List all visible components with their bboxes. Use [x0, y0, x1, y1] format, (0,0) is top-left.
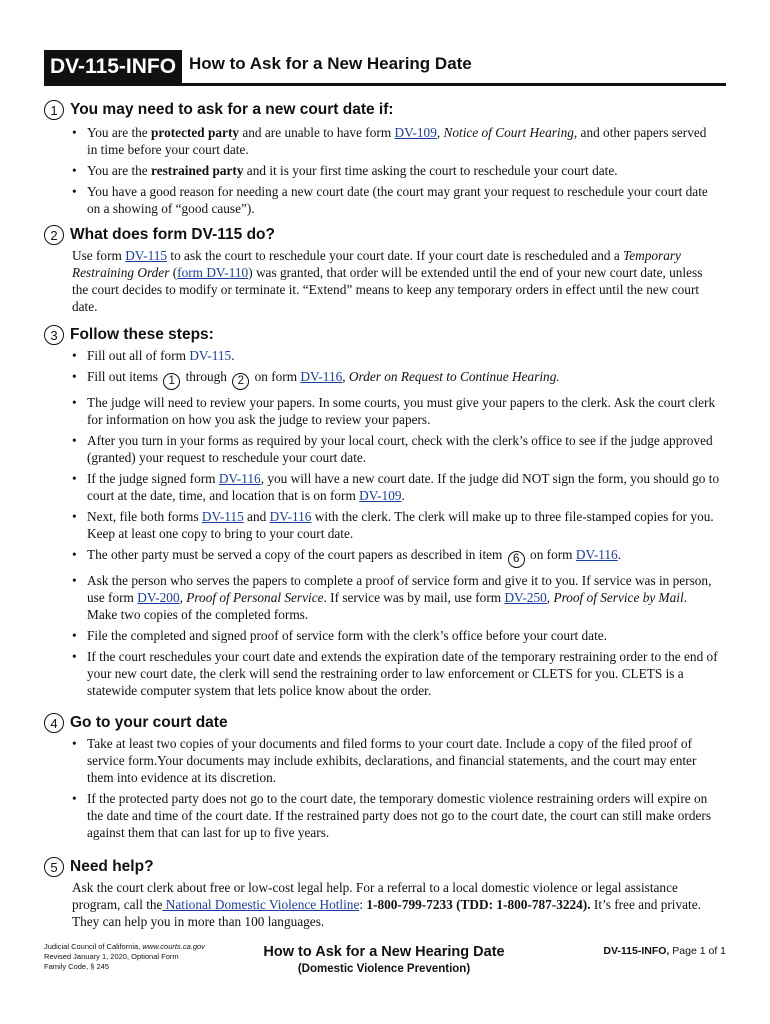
section-4: [44, 712, 720, 845]
list-item: • Next, file both forms DV-115 and DV-116 with the clerk. The clerk will make up to three file-stamped copies for you. Keep at least one copy to bring to your court date.: [72, 508, 720, 542]
list-item: • You are the protected party and are unable to have form DV-109, Notice of Court Hearing, and other papers served in time before your court date.: [72, 124, 720, 158]
section-1: [44, 99, 720, 221]
section-5-text: Ask the court clerk about free or low-cost legal help. For a referral to a local domestic violence or legal assistance program, call the National Domestic Violence Hotline: 1-800-799-7233 (TDD: 1-800-787-3224). It’s free and private. They can help you in more than 100 languages.: [72, 880, 701, 929]
section-2-heading: [44, 224, 720, 246]
section-3: [44, 324, 720, 703]
list-item: • The judge will need to review your papers. In some courts, you must give your papers to the clerk. Ask the court clerk for information on how you ask the judge to review your papers.: [72, 394, 720, 428]
section-3-title: Follow these steps:: [70, 326, 214, 343]
footer-citation: Judicial Council of California, www.courts.ca.gov Revised January 1, 2020, Optional Form Family Code, § 245: [44, 942, 205, 971]
dv-109-link[interactable]: DV-109: [359, 488, 402, 503]
section-number-4: 4: [44, 713, 64, 733]
dv-115-link[interactable]: DV-115: [201, 509, 244, 524]
dv-110-link[interactable]: form DV-110: [177, 265, 249, 280]
dv-116-link[interactable]: DV-116: [218, 471, 261, 486]
dv-200-link[interactable]: DV-200: [137, 590, 180, 605]
list-item: • You are the restrained party and it is your first time asking the court to reschedule your court date.: [72, 162, 720, 179]
list-item: • You have a good reason for needing a new court date (the court may grant your request to reschedule your court date on a showing of “good cause”).: [72, 183, 720, 217]
page-title: How to Ask for a New Hearing Date: [189, 54, 472, 73]
list-item: • Fill out items 1 through 2 on form DV-116, Order on Request to Continue Hearing.: [72, 368, 720, 390]
item-number-6: 6: [508, 551, 525, 568]
section-1-heading: [44, 99, 720, 121]
section-4-heading: [44, 712, 720, 734]
dv-116-link[interactable]: DV-116: [269, 509, 312, 524]
dv-115-link[interactable]: DV-115: [125, 248, 168, 263]
section-5: [44, 856, 720, 930]
section-2: [44, 224, 720, 315]
item-number-2: 2: [232, 373, 249, 390]
list-item: • If the court reschedules your court date and extends the expiration date of the temporary restraining order to the end of your new court date, the clerk will send the restraining order to law enforcement or CLETS for you. CLETS is a statewide computer system that lets police know about the order.: [72, 648, 720, 699]
section-2-text: Use form DV-115 to ask the court to reschedule your court date. If your court date is rescheduled and a Temporary Restraining Order (form DV-110) was granted, that order will be extended until the end of your new court date, unless the court decides to modify or terminate it. “Extend” means to keep any temporary orders in effect until the new court date.: [72, 248, 703, 314]
section-5-title: Need help?: [70, 858, 154, 875]
courts-website: www.courts.ca.gov: [142, 942, 205, 951]
page-footer: [44, 942, 726, 982]
dv-250-link[interactable]: DV-250: [504, 590, 547, 605]
section-4-list: [72, 735, 720, 841]
section-1-title: You may need to ask for a new court date if:: [70, 101, 394, 118]
dv-116-link[interactable]: DV-116: [575, 547, 618, 562]
item-number-1: 1: [163, 373, 180, 390]
list-item: • After you turn in your forms as required by your local court, check with the clerk’s office to see if the judge approved (granted) your request to reschedule your court date.: [72, 432, 720, 466]
footer-title: How to Ask for a New Hearing Date (Domestic Violence Prevention): [263, 944, 505, 975]
section-3-list: [72, 347, 720, 699]
section-3-heading: [44, 324, 720, 346]
form-id-badge: DV-115-INFO: [44, 50, 182, 83]
section-number-2: 2: [44, 225, 64, 245]
list-item: • The other party must be served a copy of the court papers as described in item 6 on form DV-116.: [72, 546, 720, 568]
section-number-1: 1: [44, 100, 64, 120]
section-5-heading: [44, 856, 720, 878]
list-item: • Take at least two copies of your documents and filed forms to your court date. Include a copy of the filed proof of service form.Your documents may include exhibits, declarations, and financial statements, and the court may enter them into evidence at its discretion.: [72, 735, 720, 786]
list-item: • Ask the person who serves the papers to complete a proof of service form and give it to you. If service was in person, use form DV-200, Proof of Personal Service. If service was by mail, use form DV-250, Proof of Service by Mail. Make two copies of the completed forms.: [72, 572, 720, 623]
list-item: • File the completed and signed proof of service form with the clerk’s office before your court date.: [72, 627, 720, 644]
section-1-list: [72, 124, 720, 217]
header-rule: [44, 83, 726, 86]
dv-115-link[interactable]: DV-115: [189, 348, 232, 363]
hotline-link[interactable]: National Domestic Violence Hotline: [162, 897, 360, 912]
section-number-3: 3: [44, 325, 64, 345]
section-number-5: 5: [44, 857, 64, 877]
section-2-title: What does form DV-115 do?: [70, 226, 275, 243]
section-4-title: Go to your court date: [70, 714, 228, 731]
dv-116-link[interactable]: DV-116: [300, 369, 343, 384]
footer-page-number: DV-115-INFO, Page 1 of 1: [603, 945, 726, 957]
form-header: [44, 50, 726, 86]
list-item: • Fill out all of form DV-115.: [72, 347, 720, 364]
list-item: • If the protected party does not go to the court date, the temporary domestic violence restraining orders will expire on the date and time of the court date. If the restrained party does not go to the court date, the court can still make orders against them that can last for up to five years.: [72, 790, 720, 841]
dv-109-link[interactable]: DV-109: [394, 125, 437, 140]
list-item: • If the judge signed form DV-116, you will have a new court date. If the judge did NOT sign the form, you should go to court at the date, time, and location that is on form DV-109.: [72, 470, 720, 504]
